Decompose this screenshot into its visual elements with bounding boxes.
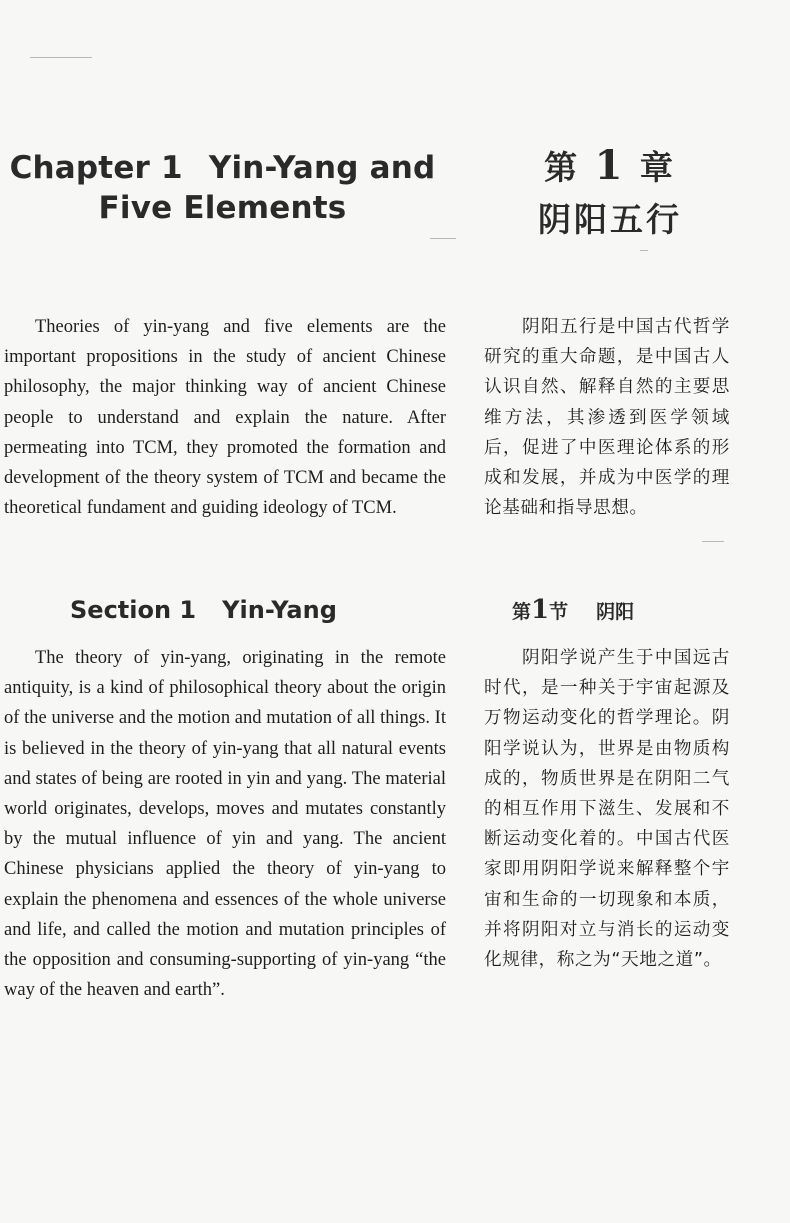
section-paragraph-zh	[484, 643, 730, 975]
section-label-zh-prefix: 第	[512, 601, 532, 623]
chapter-title-en-line1	[0, 148, 445, 188]
chapter-title-en-part1: Yin-Yang and	[208, 150, 436, 186]
chapter-title-zh	[510, 140, 710, 246]
intro-paragraph-zh	[484, 312, 730, 523]
section-number-zh: 1	[531, 595, 550, 625]
chapter-title-zh-name: 阴阳五行	[538, 200, 682, 239]
chapter-title-en	[0, 148, 445, 228]
chapter-label-zh	[510, 140, 710, 194]
section-paragraph-en	[4, 643, 446, 1005]
chapter-label-zh-suffix: 章	[639, 148, 676, 187]
section-label-zh-suffix: 节	[549, 601, 569, 623]
chapter-label-en: Chapter 1	[9, 150, 183, 186]
intro-paragraph-en	[4, 312, 446, 523]
intro-text-en: Theories of yin-yang and five elements are the important propositions in the study of ancient Chinese philosophy, the major thinking way of ancient Chinese people to understand and explain the nature. After permeating into TCM, they promoted the formation and development of the theory system of TCM and became the theoretical fundament and guiding ideology of TCM.	[4, 317, 446, 519]
section-text-en: The theory of yin-yang, originating in the remote antiquity, is a kind of philosophical theory about the origin of the universe and the motion and mutation of all things. It is believed in the theory of yin-yang that all natural events and states of being are rooted in yin and yang. The material world originates, develops, moves and mutates constantly by the mutual influence of yin and yang. The ancient Chinese physicians applied the theory of yin-yang to explain the phenomena and essences of the whole universe and life, and called the motion and mutation principles of the opposition and consuming-supporting of yin-yang “the way of the heaven and earth”.	[4, 648, 446, 1001]
scan-speck	[430, 238, 456, 239]
section-title-zh	[512, 594, 732, 628]
chapter-title-en-line2: Five Elements	[98, 190, 347, 226]
scan-speck	[30, 57, 92, 58]
section-text-zh: 阴阳学说产生于中国远古时代，是一种关于宇宙起源及万物运动变化的哲学理论。阴阳学说认为，世界是由物质构成的，物质世界是在阴阳二气的相互作用下滋生、发展和不断运动变化着的。中国古代医家即用阴阳学说来解释整个宇宙和生命的一切现象和本质，并将阴阳对立与消长的运动变化规律，称之为“天地之道”。	[484, 648, 730, 971]
chapter-number-zh: 1	[594, 142, 626, 189]
scan-speck	[640, 250, 648, 251]
section-title-en	[70, 594, 450, 626]
section-name-en: Yin-Yang	[222, 596, 337, 624]
chapter-label-zh-prefix: 第	[544, 148, 581, 187]
section-label-en: Section 1	[70, 596, 197, 624]
intro-text-zh: 阴阳五行是中国古代哲学研究的重大命题，是中国古人认识自然、解释自然的主要思维方法，其渗透到医学领域后，促进了中医理论体系的形成和发展，并成为中医学的理论基础和指导思想。	[484, 317, 730, 519]
scan-speck	[702, 541, 724, 542]
section-name-zh: 阴阳	[596, 601, 635, 623]
